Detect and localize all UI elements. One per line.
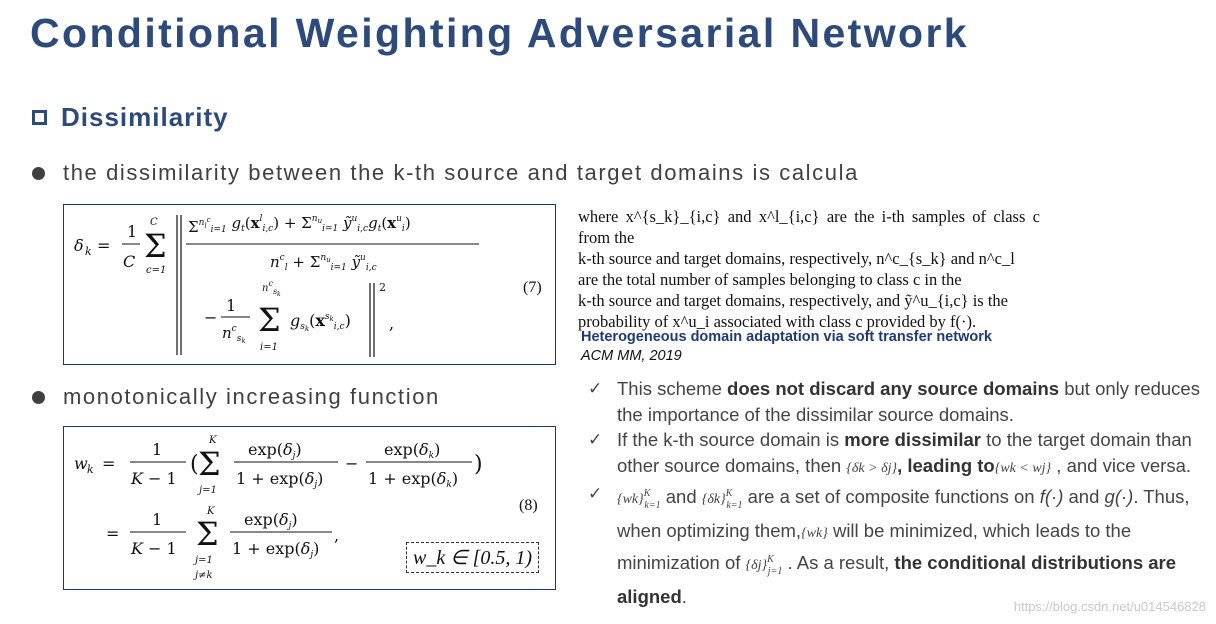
svg-text:c=1: c=1 [146, 265, 167, 276]
svg-text:K: K [207, 506, 215, 517]
paragraph-line: k-th source and target domains, respectively, n^c_{s_k} and n^c_l [578, 249, 1015, 268]
svg-text:K − 1: K − 1 [131, 539, 177, 558]
paragraph-line: k-th source and target domains, respectively, and ỹ^u_{i,c} is the [578, 291, 1009, 310]
page-title: Conditional Weighting Adversarial Network [30, 10, 969, 56]
svg-text:C: C [150, 217, 158, 228]
check-item: ✓ This scheme does not discard any source domains but only reduces the importance of the dissimilar source domains. [588, 378, 1200, 425]
equation-7-box [63, 204, 556, 365]
svg-text:=: = [106, 524, 120, 543]
check-item: ✓ If the k-th source domain is more dissimilar to the target domain than other source domains, then {δk > δj}, leading to{wk < wj} , and vice versa. [588, 429, 1192, 476]
svg-text:K − 1: K − 1 [131, 469, 177, 488]
svg-text:1 + exp(δj): 1 + exp(δj) [236, 469, 324, 490]
bullet-item [32, 160, 859, 186]
equation-8-box [63, 426, 556, 590]
svg-text:1: 1 [152, 510, 163, 529]
svg-text:1 + exp(δj): 1 + exp(δj) [232, 539, 320, 560]
svg-text:=: = [102, 454, 116, 473]
svg-text:−: − [204, 308, 218, 327]
paragraph-line: are the total number of samples belonging to class c in the [578, 270, 962, 289]
svg-text:ncsk: $n^c_sk$ [222, 324, 246, 345]
equation-number: (8) [519, 497, 538, 514]
svg-text:ncsk: $n^c_{sk}$ [262, 279, 281, 298]
svg-text:−: − [345, 454, 359, 473]
svg-text:): ) [474, 452, 483, 477]
svg-text:Σ: Σ [258, 301, 281, 339]
checkmark-icon: ✓ [588, 379, 603, 398]
bullet-item [32, 384, 440, 410]
bullet-dot-icon [32, 167, 45, 180]
svg-text:k: k [87, 463, 94, 476]
svg-text:1: 1 [127, 222, 138, 241]
svg-text:k: k [85, 245, 92, 258]
svg-text:gsk(xski,c): $gsk(x^sk_{i,c})$ [290, 311, 351, 333]
watermark: https://blog.csdn.net/u014546828 [1013, 599, 1206, 614]
checkmark-icon: ✓ [588, 430, 603, 449]
checklist [588, 376, 1208, 610]
reference-venue: ACM MM, 2019 [581, 348, 682, 364]
equation-7-formula [64, 205, 557, 366]
svg-text:1: 1 [152, 440, 163, 459]
svg-text:1 + exp(δk): 1 + exp(δk) [368, 469, 459, 490]
svg-text:Σ: Σ [144, 227, 167, 265]
wk-range-box: w_k ∈ [0.5, 1) [406, 542, 539, 573]
square-bullet-icon [32, 110, 47, 125]
svg-text:,: , [389, 314, 395, 333]
svg-text:1: 1 [226, 296, 237, 315]
svg-text:Σnlci=1 gt(xli,c) + Σnui=1 ỹui: $\Sigma^n_l^c_{i=1}$ $g_t(x^l_{i,c}) + \Sigma^nu_{i=1}$ $ỹ^u_{i,c}g_t(x^u_i)$ [188, 214, 411, 236]
section-title: Dissimilarity [61, 102, 229, 132]
svg-text:=: = [97, 236, 111, 255]
check-item: ✓ {wk}$^K_{k=1}$ and $\{\delta k\}^K_{k=1}$ are a set of composite functions on f(·) and g(·). Thus, when optimizing them,{wk} will be minimized, which leads to the minimization of $\{\delta j\}^K_{j=1}$ . As a result, the conditional distributions are aligned. [588, 481, 1208, 610]
svg-text:exp(δk): exp(δk) [384, 440, 441, 461]
svg-text:K: K [209, 435, 217, 446]
svg-text:j≠k: j≠k [195, 570, 213, 581]
svg-text:Σ: Σ [198, 445, 221, 483]
reference-title: Heterogeneous domain adaptation via soft transfer network [581, 329, 992, 345]
equation-number: (7) [523, 279, 542, 296]
svg-text:exp(δj): exp(δj) [248, 440, 302, 461]
svg-text:i=1: i=1 [260, 342, 278, 353]
svg-text:,: , [334, 526, 340, 545]
svg-text:exp(δj): exp(δj) [244, 510, 298, 531]
svg-text:Σ: Σ [196, 515, 219, 553]
svg-text:C: C [123, 252, 136, 271]
section-heading [32, 102, 229, 133]
paragraph-line: probability of x^u_i associated with class c provided by f(·). [578, 312, 977, 331]
bullet-text: the dissimilarity between the k-th source and target domains is calcula [63, 160, 859, 185]
checkmark-icon: ✓ [588, 484, 603, 503]
bullet-dot-icon [32, 391, 45, 404]
svg-text:2: 2 [379, 281, 386, 294]
svg-text:j=1: j=1 [199, 485, 217, 496]
svg-text:(: ( [190, 452, 199, 477]
svg-text:δ: δ [74, 236, 84, 255]
svg-text:w: w [74, 454, 88, 473]
svg-text:j=1: j=1 [195, 555, 213, 566]
paragraph-line: where x^{s_k}_{i,c} and x^l_{i,c} are the i-th samples of class c from the [578, 207, 1040, 247]
svg-text:ncl + Σnui=1 ỹui,c: $n^c_l + \Sigma^nu_{i=1}$ ỹ$^u_{i,c}$ [270, 253, 377, 273]
bullet-text: monotonically increasing function [63, 384, 440, 409]
description-paragraph [578, 206, 1040, 332]
